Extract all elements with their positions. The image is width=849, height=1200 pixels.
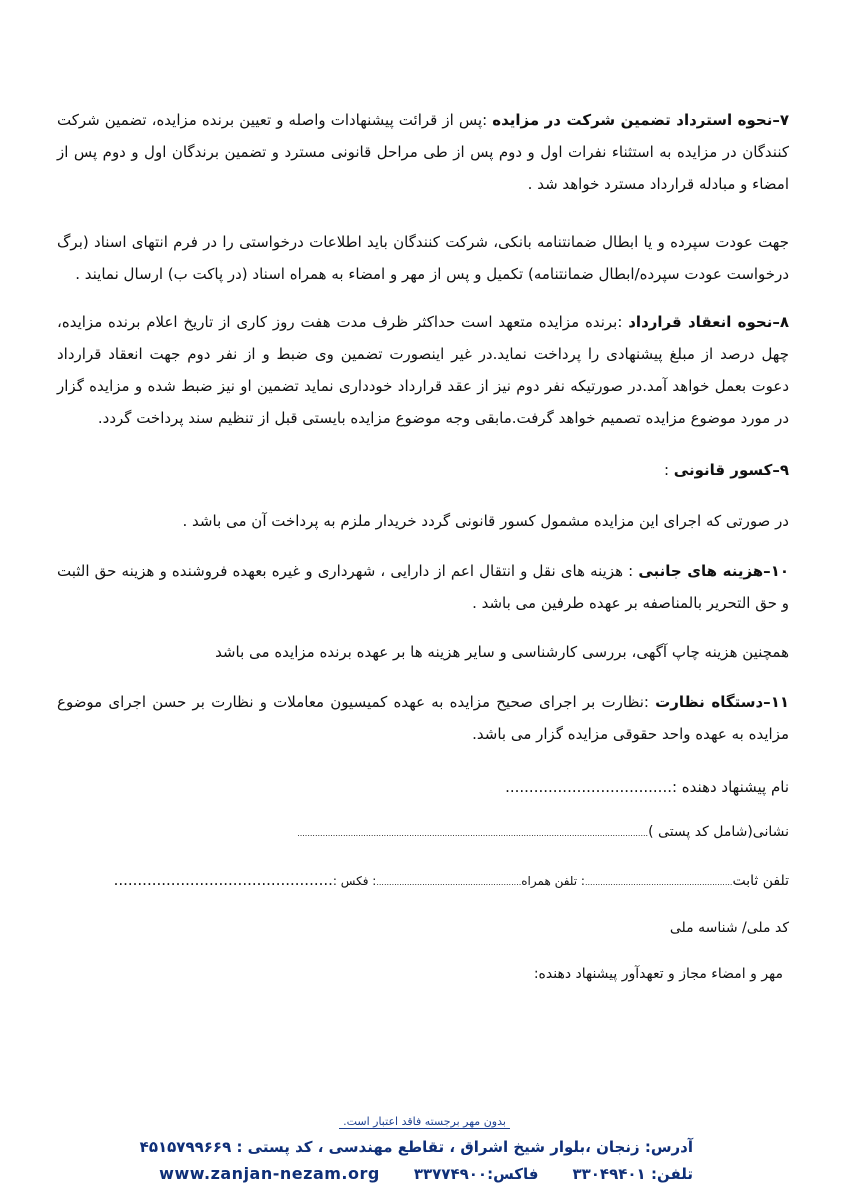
national-id-label: کد ملی/ شناسه ملی — [669, 920, 789, 936]
footer-fax: فاکس:۳۳۷۷۴۹۰۰ — [413, 1165, 539, 1183]
clause-10-note: همچنین هزینه چاپ آگهی، بررسی کارشناسی و سایر هزینه ها بر عهده برنده مزایده می باشد — [215, 643, 789, 661]
bidder-name-field[interactable] — [505, 775, 789, 799]
phone-dots[interactable]: .......................................................... — [584, 878, 733, 887]
clause-9-text: در صورتی که اجرای این مزایده مشمول کسور قانونی گردد خریدار ملزم به پرداخت آن می باشد . — [182, 512, 789, 530]
clause-10-heading: ۱۰–هزینه های جانبی — [638, 562, 789, 580]
clause-7-heading: ۷–نحوه استرداد تضمین شرکت در مزایده — [492, 111, 789, 129]
phone-row — [114, 868, 789, 895]
clause-11-heading: ۱۱–دستگاه نظارت — [655, 693, 789, 711]
clause-7-text: :پس از قرائت پیشنهادات واصله و تعیین برنده مزایده، تضمین شرکت کنندگان در مزایده به استثناء نفرات اول و دوم پس از طی مراحل قانونی مسترد و تضمین برندگان اول و دوم پس از امضاء و مبادله قرارداد مسترد خواهد شد . — [57, 111, 789, 193]
address-field[interactable] — [169, 820, 789, 846]
clause-7-note: جهت عودت سپرده و یا ابطال ضمانتنامه بانکی، شرکت کنندگان باید اطلاعات درخواستی را در فرم انتهای اسناد (برگ درخواست عودت سپرده/ابطال ضمانتنامه) تکمیل و پس از مهر و امضاء به همراه اسناد (در پاکت ب) ارسال نمایند . — [57, 233, 789, 283]
signature-field — [534, 962, 783, 986]
footer-phone: تلفن: ۳۳۰۴۹۴۰۱ — [572, 1165, 693, 1183]
mobile-dots[interactable]: ......................................................... — [376, 878, 522, 887]
fax-dots[interactable]: .............................................. — [113, 871, 333, 889]
mobile-label: : تلفن همراه — [521, 874, 585, 888]
address-dots: .......................................................................................................................................... — [297, 829, 649, 838]
clause-8 — [57, 306, 789, 434]
address-label: نشانی(شامل کد پستی ) — [648, 824, 789, 840]
bidder-name-label: نام پیشنهاد دهنده : — [671, 778, 789, 796]
stamp-note: بدون مهر برجسته فاقد اعتبار است. — [0, 1115, 849, 1128]
clause-11 — [57, 686, 789, 750]
footer-website[interactable]: www.zanjan-nezam.org — [159, 1164, 380, 1183]
footer-contact — [159, 1164, 693, 1183]
clause-8-heading: ۸–نحوه انعقاد قرارداد — [628, 313, 789, 331]
clause-11-text: :نظارت بر اجرای صحیح مزایده به عهده کمیسیون معاملات و نظارت بر حسن اجرای موضوع مزایده به عهده واحد حقوقی مزایده گزار می باشد. — [57, 693, 789, 743]
clause-8-text: :برنده مزایده متعهد است حداکثر ظرف مدت هفت روز کاری از تاریخ اعلام برنده مزایده، چهل درصد از مبلغ پیشنهادی را پرداخت نماید.در غیر اینصورت تضمین وی ضبط و از نفر دوم جهت انعقاد قرارداد دعوت بعمل خواهد آمد.در صورتیکه نفر دوم نیز از عقد قرارداد خودداری نماید تضمین او نیز ضبط شده و مزایده گزار در مورد موضوع مزایده تصمیم خواهد گرفت.مابقی وجه موضوع مزایده بایستی قبل از تنظیم سند پرداخت گردد. — [57, 313, 789, 427]
signature-label: مهر و امضاء مجاز و تعهدآور پیشنهاد دهنده: — [533, 966, 783, 982]
clause-10-text: : هزینه های نقل و انتقال اعم از دارایی ، شهرداری و غیره بعهده فروشنده و هزینه حق الثبت و حق التحریر بالمناصفه بر عهده طرفین می باشد . — [57, 562, 789, 612]
clause-10 — [57, 555, 789, 619]
fax-label: : فکس : — [332, 874, 377, 888]
phone-label: تلفن ثابت — [732, 873, 789, 889]
national-id-field[interactable] — [670, 916, 789, 940]
clause-9-suffix: : — [663, 461, 674, 479]
clause-9-title — [57, 454, 789, 486]
footer-address: آدرس: زنجان ،بلوار شیخ اشراق ، تقاطع مهندسی ، کد پستی : ۴۵۱۵۷۹۹۶۶۹ — [139, 1138, 693, 1156]
clause-7 — [57, 104, 789, 200]
bidder-name-dots: ................................... — [505, 778, 672, 796]
clause-9-heading: ۹–کسور قانونی — [673, 461, 789, 479]
